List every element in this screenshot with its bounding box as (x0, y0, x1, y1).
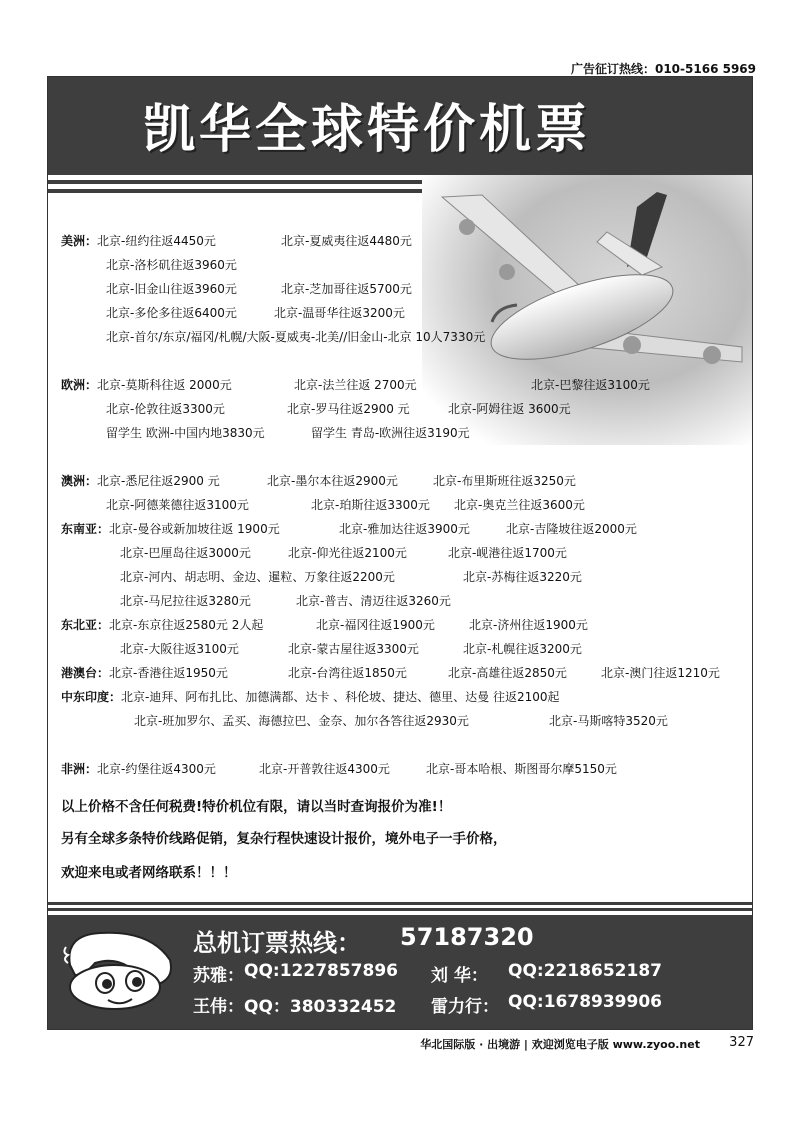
route-text: 北京-迪拜、阿布扎比、加德满都、达卡 、科伦坡、捷达、德里、达曼 往返2100起 (121, 690, 560, 704)
route-item (61, 617, 263, 633)
region-label: 澳洲： (61, 474, 98, 488)
route-item (294, 377, 417, 393)
route-text: 北京-约堡往返4300元 (97, 762, 216, 776)
page-number: 327 (729, 1035, 754, 1050)
route-item (281, 281, 412, 297)
route-text: 北京-伦敦往返3300元 (106, 402, 225, 416)
route-text: 留学生 欧洲-中国内地3830元 (106, 426, 265, 440)
route-item (454, 497, 585, 513)
route-item (120, 593, 251, 609)
route-text: 北京-台湾往返1850元 (288, 666, 407, 680)
route-item (106, 401, 225, 417)
route-text: 北京-曼谷或新加坡往返 1900元 (109, 522, 280, 536)
route-item (106, 425, 265, 441)
region-label: 美洲： (61, 234, 98, 248)
contact-name-4: 雷力行： (431, 997, 499, 1017)
route-text: 北京-澳门往返1210元 (601, 666, 720, 680)
route-text: 北京-莫斯科往返 2000元 (97, 378, 232, 392)
route-text: 北京-札幌往返3200元 (463, 642, 582, 656)
route-item (448, 545, 567, 561)
route-item (287, 401, 410, 417)
contact-qq-2: QQ:2218652187 (508, 961, 662, 981)
contact-name-3: 王伟： (193, 997, 244, 1017)
route-text: 北京-珀斯往返3300元 (311, 498, 430, 512)
route-text: 北京-巴黎往返3100元 (531, 378, 650, 392)
ad-frame (47, 76, 753, 1030)
route-text: 北京-芝加哥往返5700元 (281, 282, 412, 296)
route-text: 北京-普吉、清迈往返3260元 (296, 594, 451, 608)
footer-stripe-2 (48, 908, 752, 911)
route-text: 北京-阿德莱德往返3100元 (106, 498, 249, 512)
route-text: 北京-福冈往返1900元 (316, 618, 435, 632)
notice-1: 以上价格不含任何税费!特价机位有限，请以当时查询报价为准!！ (61, 799, 452, 815)
notice-2: 另有全球多条特价线路促销，复杂行程快速设计报价，境外电子一手价格， (61, 831, 507, 847)
route-text: 北京-悉尼往返2900 元 (97, 474, 220, 488)
route-item (61, 689, 560, 705)
route-text: 北京-墨尔本往返2900元 (267, 474, 398, 488)
route-text: 留学生 青岛-欧洲往返3190元 (311, 426, 470, 440)
route-item (120, 545, 251, 561)
route-text: 北京-首尔/东京/福冈/札幌/大阪-夏威夷-北美//旧金山-北京 10人7330元 (106, 330, 486, 344)
route-text: 北京-洛杉矶往返3960元 (106, 258, 237, 272)
region-label: 中东印度： (61, 690, 122, 704)
route-item (448, 401, 571, 417)
route-item (433, 473, 576, 489)
route-item (316, 617, 435, 633)
route-text: 北京-法兰往返 2700元 (294, 378, 417, 392)
route-text: 北京-奥克兰往返3600元 (454, 498, 585, 512)
route-text: 北京-旧金山往返3960元 (106, 282, 237, 296)
route-item (61, 521, 280, 537)
contact-qq-3: QQ：380332452 (244, 997, 397, 1017)
route-text: 北京-香港往返1950元 (109, 666, 228, 680)
route-item (506, 521, 637, 537)
banner-title: 凯华全球特价机票 (143, 100, 592, 160)
route-text: 北京-仰光往返2100元 (288, 546, 407, 560)
route-text: 北京-布里斯班往返3250元 (433, 474, 576, 488)
region-label: 东北亚： (61, 618, 110, 632)
route-item (288, 665, 407, 681)
route-item (106, 329, 485, 345)
route-item (448, 665, 567, 681)
route-text: 北京-东京往返2580元 2人起 (109, 618, 264, 632)
route-item (288, 545, 407, 561)
route-text: 北京-多伦多往返6400元 (106, 306, 237, 320)
route-text: 北京-哥本哈根、斯图哥尔摩5150元 (426, 762, 617, 776)
route-text: 北京-温哥华往返3200元 (274, 306, 405, 320)
route-item (61, 665, 228, 681)
route-text: 北京-夏威夷往返4480元 (281, 234, 412, 248)
route-item (267, 473, 398, 489)
footer-hotline-number: 57187320 (400, 923, 534, 951)
route-text: 北京-开普敦往返4300元 (259, 762, 390, 776)
region-label: 非洲： (61, 762, 98, 776)
route-text: 北京-巴厘岛往返3000元 (120, 546, 251, 560)
ad-hotline: 广告征订热线：010-5166 5969 (570, 62, 756, 76)
route-text: 北京-阿姆往返 3600元 (448, 402, 571, 416)
publication-footer: 华北国际版 · 出境游 | 欢迎浏览电子版 www.zyoo.net (420, 1038, 700, 1051)
footer-stripe-1 (48, 902, 752, 905)
route-text: 北京-高雄往返2850元 (448, 666, 567, 680)
airplane-icon (422, 187, 752, 387)
route-item (134, 713, 469, 729)
route-text: 北京-马尼拉往返3280元 (120, 594, 251, 608)
route-item (311, 425, 470, 441)
route-item (120, 641, 239, 657)
footer-hotline-label: 总机订票热线： (193, 929, 361, 957)
route-text: 北京-蒙古屋往返3300元 (288, 642, 419, 656)
route-text: 北京-马斯喀特3520元 (549, 714, 668, 728)
route-text: 北京-苏梅往返3220元 (463, 570, 582, 584)
route-item (106, 281, 237, 297)
phone-mascot-icon (60, 925, 180, 1015)
footer-hotline-box (48, 915, 752, 1030)
title-banner (48, 77, 752, 175)
route-item (469, 617, 588, 633)
contact-name-2: 刘 华： (431, 966, 488, 986)
route-item (106, 497, 249, 513)
route-text: 北京-吉隆坡往返2000元 (506, 522, 637, 536)
route-item (463, 641, 582, 657)
route-item (274, 305, 405, 321)
route-item (296, 593, 451, 609)
route-text: 北京-岘港往返1700元 (448, 546, 567, 560)
route-item (61, 233, 216, 249)
route-text: 北京-纽约往返4450元 (97, 234, 216, 248)
contact-qq-4: QQ:1678939906 (508, 992, 662, 1012)
route-item (339, 521, 470, 537)
route-text: 北京-大阪往返3100元 (120, 642, 239, 656)
route-item (120, 569, 395, 585)
route-item (259, 761, 390, 777)
route-text: 北京-河内、胡志明、金边、暹粒、万象往返2200元 (120, 570, 395, 584)
route-item (601, 665, 720, 681)
route-item (288, 641, 419, 657)
route-item (61, 473, 220, 489)
route-item (549, 713, 668, 729)
route-text: 北京-济州往返1900元 (469, 618, 588, 632)
route-item (61, 377, 232, 393)
route-item (106, 257, 237, 273)
route-item (281, 233, 412, 249)
contact-name-1: 苏雅： (193, 966, 244, 986)
route-item (426, 761, 617, 777)
route-text: 北京-雅加达往返3900元 (339, 522, 470, 536)
route-item (463, 569, 582, 585)
region-label: 东南亚： (61, 522, 110, 536)
region-label: 欧洲： (61, 378, 98, 392)
notice-3: 欢迎来电或者网络联系！！！ (61, 865, 237, 881)
route-item (106, 305, 237, 321)
region-label: 港澳台： (61, 666, 110, 680)
route-text: 北京-罗马往返2900 元 (287, 402, 410, 416)
route-item (61, 761, 216, 777)
route-item (531, 377, 650, 393)
route-item (311, 497, 430, 513)
route-text: 北京-班加罗尔、孟买、海德拉巴、金奈、加尔各答往返2930元 (134, 714, 469, 728)
contact-qq-1: QQ:1227857896 (244, 961, 398, 981)
